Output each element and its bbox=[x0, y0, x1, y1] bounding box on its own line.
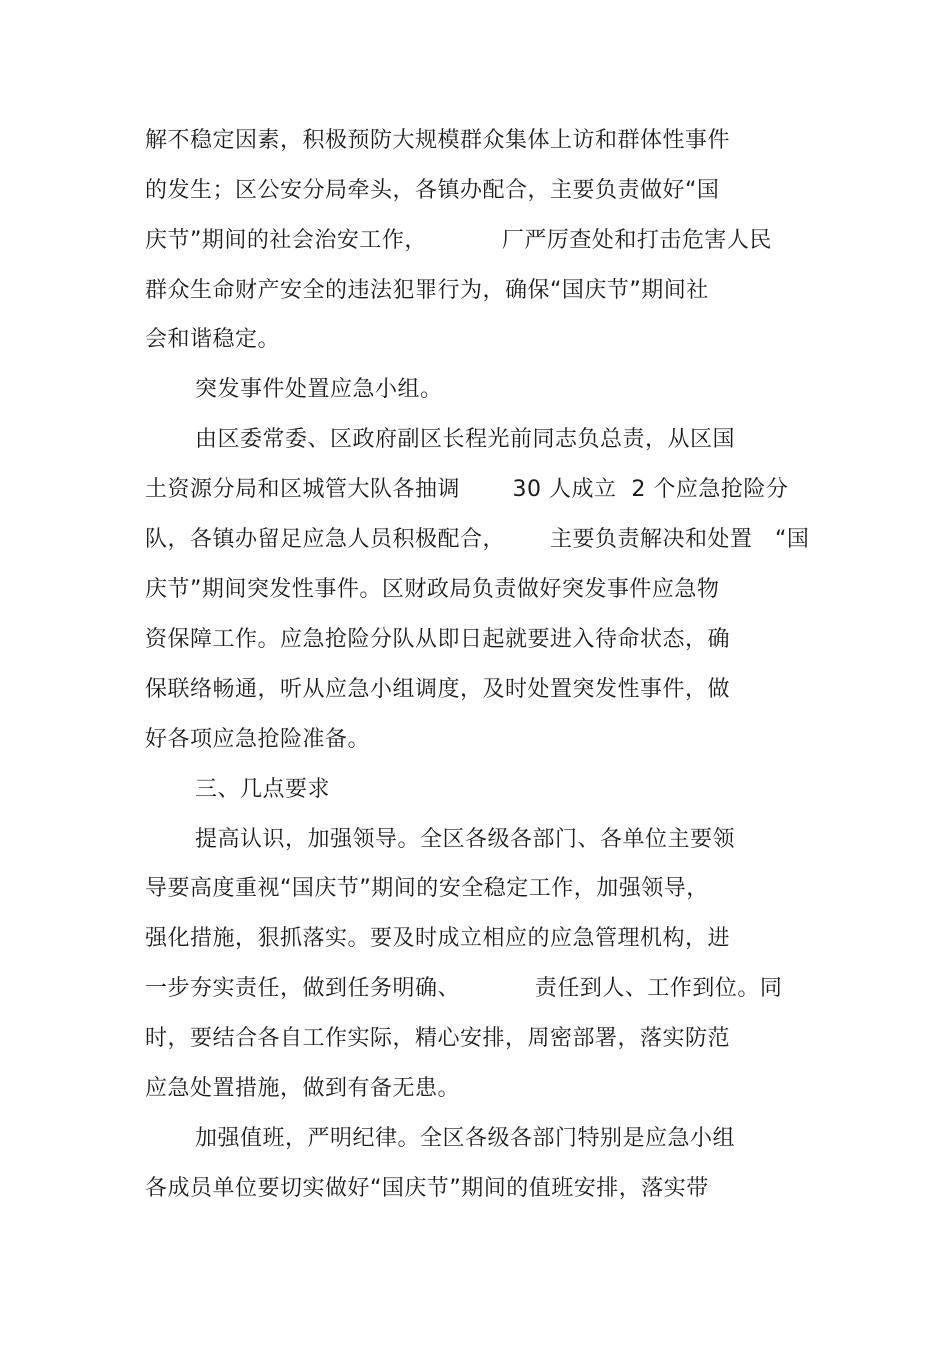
paragraph-line: 队，各镇办留足应急人员积极配合， 主要负责解决和处置 “国 bbox=[145, 527, 810, 552]
paragraph-line: 群众生命财产安全的违法犯罪行为，确保“国庆节”期间社 bbox=[145, 278, 709, 303]
paragraph-line: 导要高度重视“国庆节”期间的安全稳定工作，加强领导， bbox=[145, 876, 709, 901]
section-heading: 三、几点要求 bbox=[195, 777, 331, 802]
paragraph-line: 庆节”期间突发性事件。区财政局负责做好突发事件应急物 bbox=[145, 577, 720, 602]
section-heading: 突发事件处置应急小组。 bbox=[195, 377, 443, 402]
paragraph-line: 加强值班，严明纪律。全区各级各部门特别是应急小组 bbox=[195, 1126, 736, 1151]
paragraph-line: 提高认识，加强领导。全区各级各部门、各单位主要领 bbox=[195, 827, 736, 852]
paragraph-line: 庆节”期间的社会治安工作， 厂严厉查处和打击危害人民 bbox=[145, 228, 772, 253]
paragraph-line: 由区委常委、区政府副区长程光前同志负总责，从区国 bbox=[195, 427, 736, 452]
paragraph-line: 保联络畅通，听从应急小组调度，及时处置突发性事件，做 bbox=[145, 677, 731, 702]
paragraph-line: 一步夯实责任，做到任务明确、 责任到人、工作到位。同 bbox=[145, 976, 783, 1001]
paragraph-line: 强化措施，狠抓落实。要及时成立相应的应急管理机构，进 bbox=[145, 926, 731, 951]
paragraph-line: 好各项应急抢险准备。 bbox=[145, 727, 371, 752]
paragraph-line: 土资源分局和区城管大队各抽调 30 人成立 2 个应急抢险分 bbox=[145, 477, 789, 502]
paragraph-line: 的发生；区公安分局牵头，各镇办配合，主要负责做好“国 bbox=[145, 178, 720, 203]
paragraph-line: 资保障工作。应急抢险分队从即日起就要进入待命状态，确 bbox=[145, 627, 731, 652]
paragraph-line: 时，要结合各自工作实际，精心安排，周密部署，落实防范 bbox=[145, 1026, 731, 1051]
paragraph-line: 会和谐稳定。 bbox=[145, 327, 281, 352]
paragraph-line: 解不稳定因素，积极预防大规模群众集体上访和群体性事件 bbox=[145, 128, 731, 153]
paragraph-line: 各成员单位要切实做好“国庆节”期间的值班安排，落实带 bbox=[145, 1176, 709, 1201]
paragraph-line: 应急处置措施，做到有备无患。 bbox=[145, 1076, 461, 1101]
